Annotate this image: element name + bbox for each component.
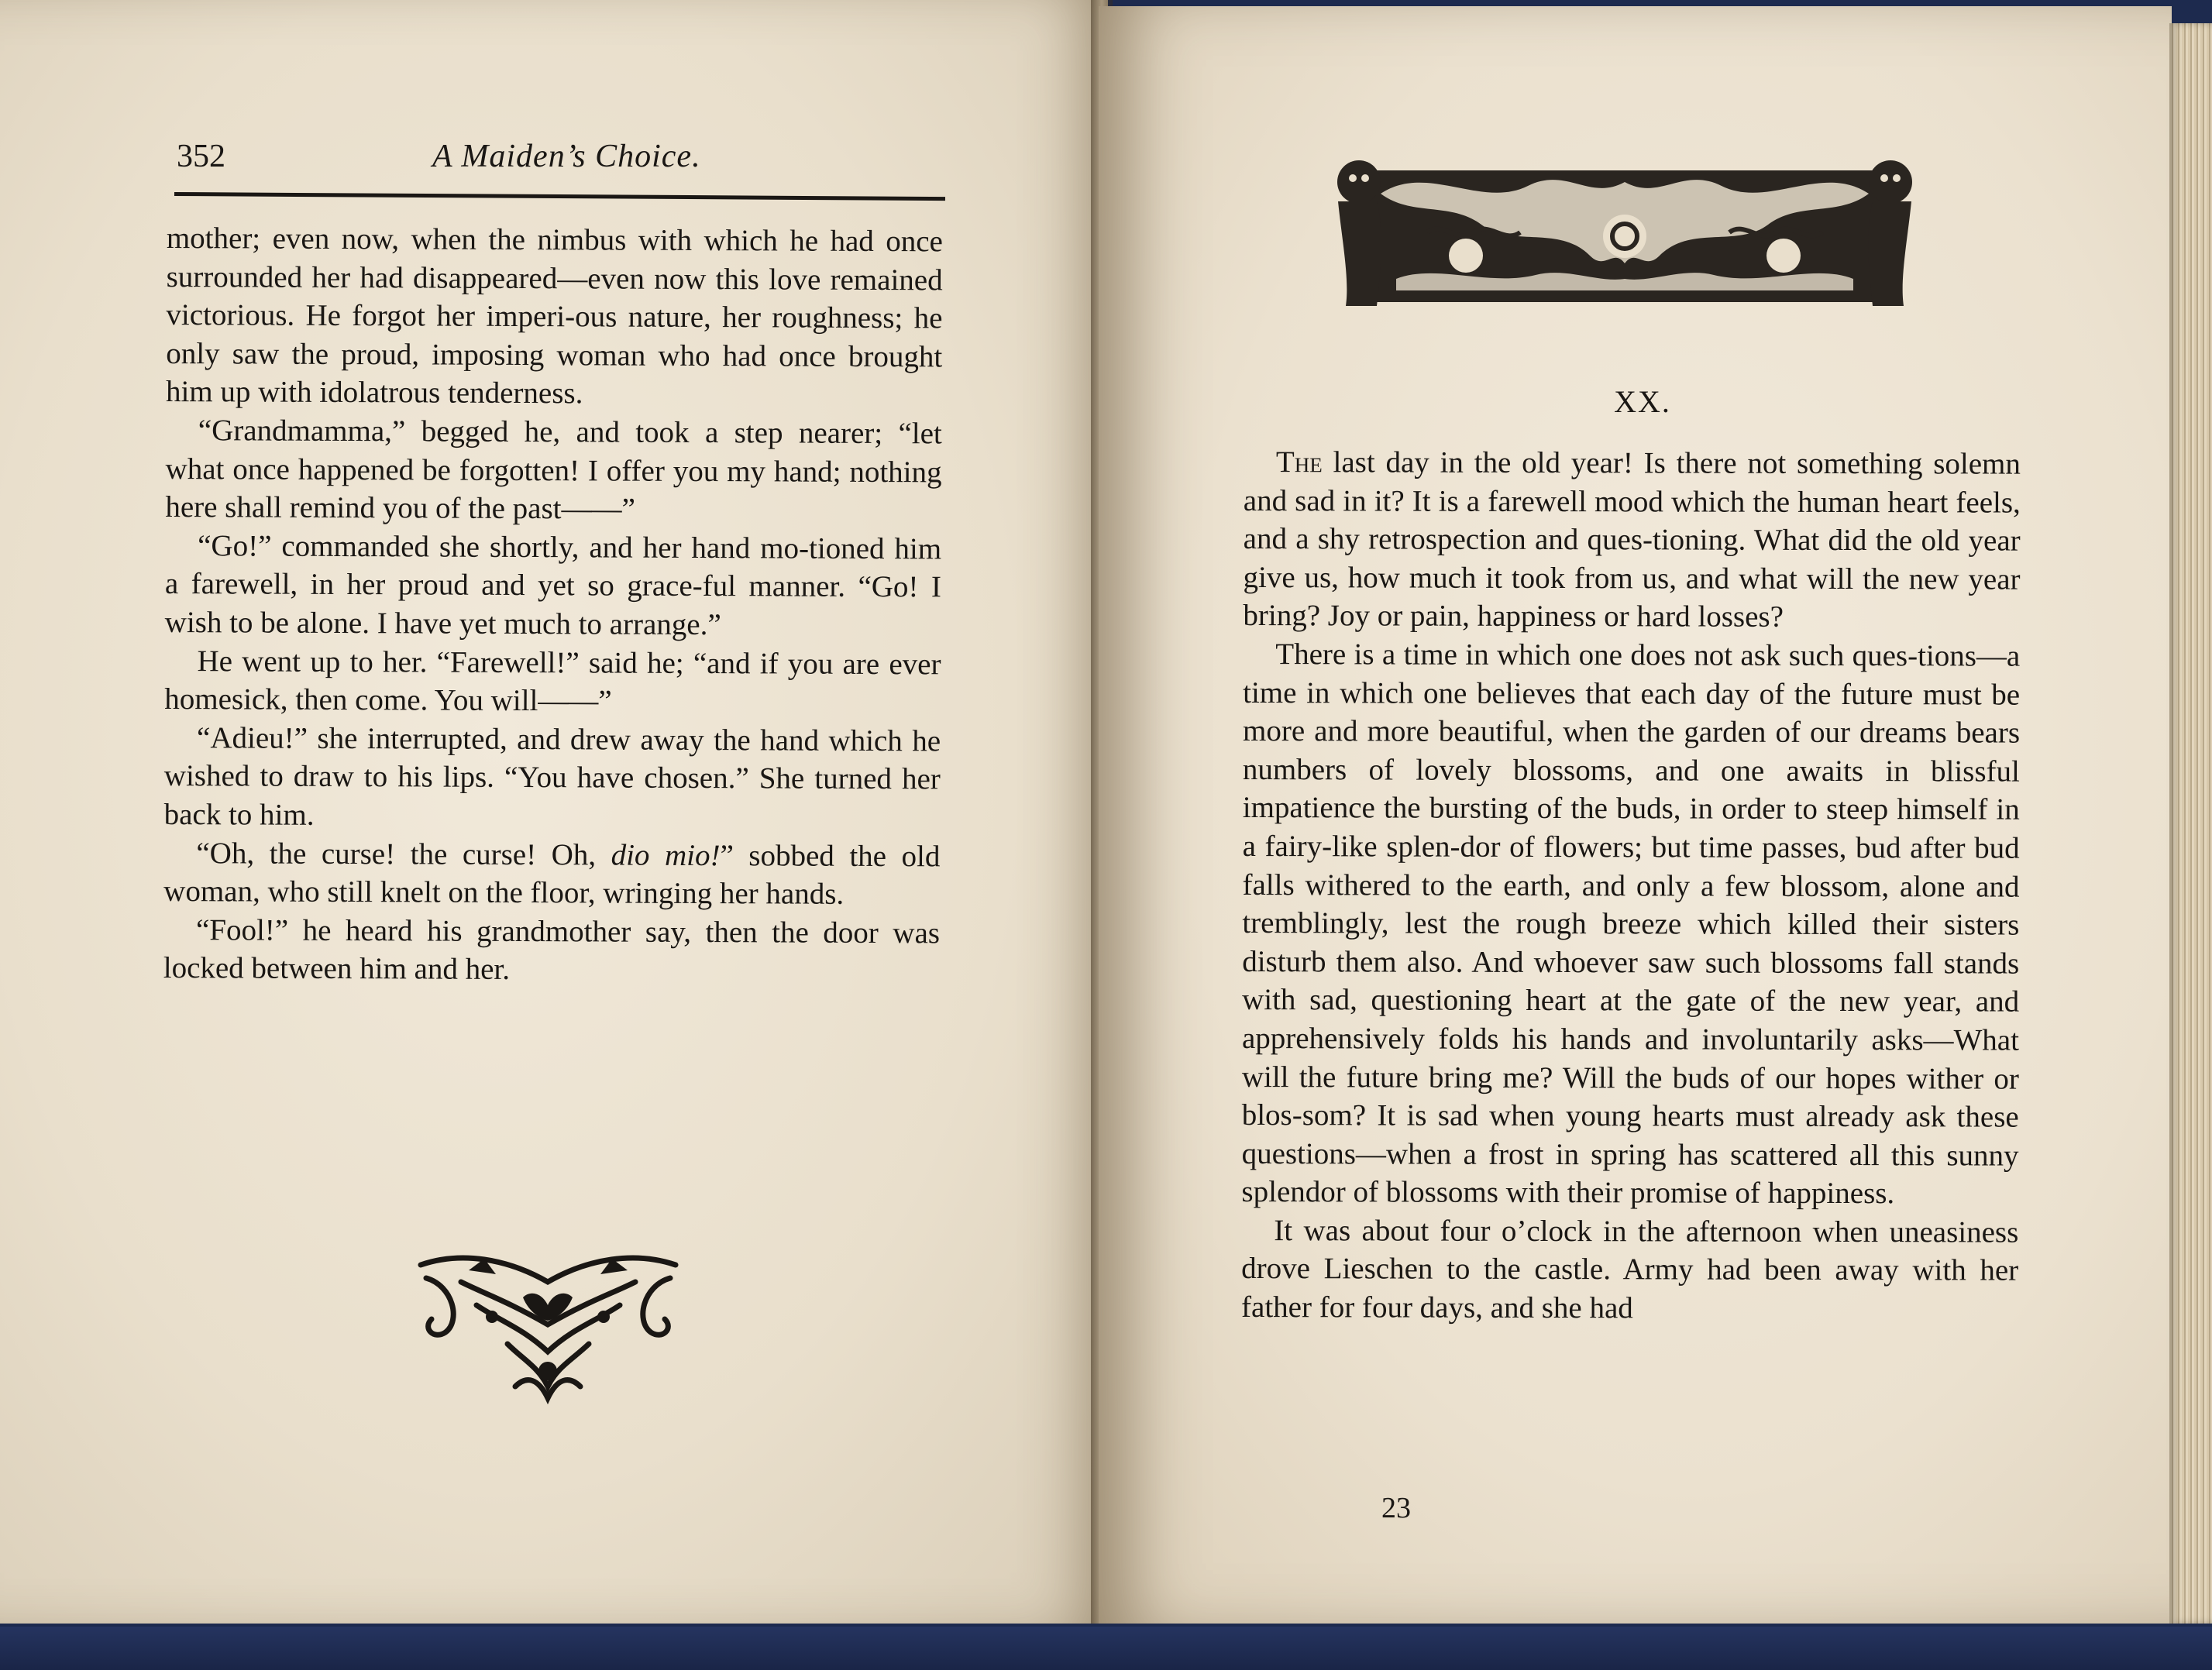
paragraph: There is a time in which one does not ask such ques-tions—a time in which one believes that each day of the future must be more and more beautiful, when the garden of our dreams bears numbers of lovely blossoms, and one awaits in blissful impatience the bursting of the buds, in order to steep himself in a fairy-like splen-dor of flowers; but time passes, bud after bud falls withered to the earth, and only a few blossom, alone and tremblingly, lest the rough breeze which killed their sisters disturb them also. And whoever saw such blossoms fall stands with sad, questioning heart at the gate of the new year, and apprehensively folds his hands and involuntarily asks—What will the future bring me? Will the buds of our hopes wither or blos-som? It is sad when young hearts must already ask these questions—when a frost in spring has scattered all this sunny splendor of blossoms with their promise of happiness. [1241, 637, 2021, 1211]
text-run: “Oh, the curse! the curse! Oh, [196, 836, 611, 872]
left-page-text [163, 219, 943, 991]
tailpiece-ornament-icon [415, 1251, 682, 1406]
paragraph: It was about four o’clock in the afternoon when uneasiness drove Lieschen to the castle. Army had been away with her father for four days, and she had [1241, 1213, 2019, 1325]
chapter-opening-paragraph [1243, 443, 2021, 637]
paragraph: “Fool!” he heard his grandmother say, then the door was locked between him and her. [163, 912, 941, 987]
chapter-number: XX. [1614, 384, 1671, 419]
paragraph: He went up to her. “Farewell!” said he; “and if you are ever homesick, then come. You will——” [164, 644, 941, 718]
running-head [177, 138, 944, 184]
text-run: last day in the old year! Is there not something solemn and sad in it? It is a farewell mood which the human heart feels, and a shy retrospection and ques-tioning. What did the old year give us, how much it took from us, and what will the new year bring? Joy or pain, happiness or hard losses? [1243, 445, 2021, 634]
paragraph: “Grandmamma,” begged he, and took a step nearer; “let what once happened be forgotten! I offer you my hand; nothing here shall remind you of the past——” [165, 414, 942, 526]
italic-phrase: dio mio! [611, 838, 721, 872]
paragraph: mother; even now, when the nimbus with which he had once surrounded her had disappeared—even now this love remained victorious. He forgot her imperi-ous nature, her roughness; he only saw the proud, imposing woman who had once brought him up with idolatrous tenderness. [165, 221, 943, 411]
opening-word: The [1275, 445, 1323, 479]
text-run: ” sobbed the old woman, who still knelt on the floor, wringing her hands. [163, 838, 941, 911]
book-cover-edge [0, 1627, 2212, 1670]
signature-mark: 23 [1381, 1492, 1411, 1524]
page-edges [2169, 23, 2212, 1624]
page-number: 352 [177, 139, 225, 174]
paragraph-dio-mio [163, 833, 940, 914]
running-title: A Maiden’s Choice. [432, 139, 701, 174]
paragraph: “Go!” commanded she shortly, and her hand mo-tioned him a farewell, in her proud and yet so grace-ful manner. “Go! I wish to be alone. I have yet much to arrange.” [164, 528, 942, 642]
right-page-text [1241, 443, 2021, 1328]
headpiece-ornament-icon [1334, 147, 1915, 314]
paragraph: “Adieu!” she interrupted, and drew away the hand which he wished to draw to his lips. “You have chosen.” She turned her back to him. [163, 720, 941, 832]
